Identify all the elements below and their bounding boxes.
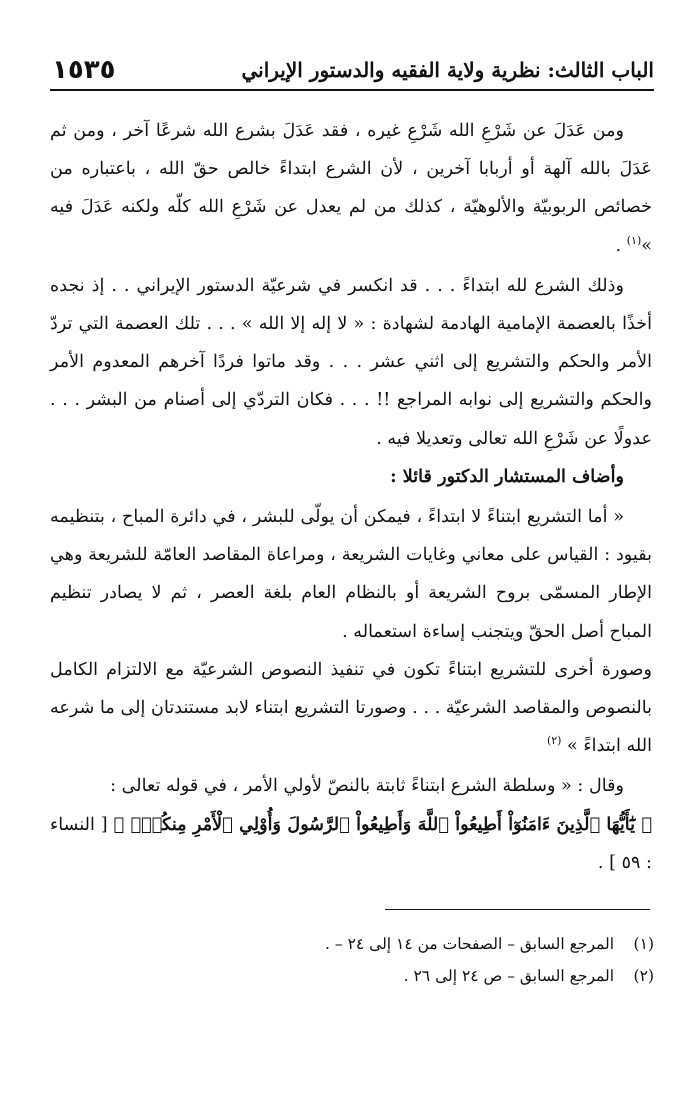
paragraph-1 [50, 112, 652, 265]
page-header [52, 52, 654, 88]
footnote-text: المرجع السابق – ص ٢٤ إلى ٢٦ . [403, 967, 614, 985]
section-heading: وأضاف المستشار الدكتور قائلا : [390, 465, 624, 487]
footnotes [50, 928, 654, 992]
paragraph-1-text: ومن عَدَلَ عن شَرْعِ الله شَرْعِ غيره ، فقد عَدَلَ بشرع الله شرعًا آخر ، ومن ثم عَدَلَ بالله آلهة أو أربابا آخرين ، لأن الشرع ابتداءً خالص حقّ الله ، باعتباره من خصائص الربوبيّة والألوهيّة ، كذلك من لم يعدل عن شَرْعِ الله كلّه ولكنه عَدَلَ فيه » [50, 121, 652, 256]
paragraph-4 [50, 651, 652, 766]
header-rule [50, 89, 654, 91]
running-title: الباب الثالث: نظرية ولاية الفقيه والدستور الإيراني [241, 58, 654, 82]
footnote-2 [50, 960, 654, 992]
verse-reference: [ النساء : ٥٩ ] . [50, 814, 652, 873]
body-text [50, 112, 652, 882]
paragraph-3: « أما التشريع ابتناءً لا ابتداءً ، فيمكن أن يولّى للبشر ، في دائرة المباح ، بتنظيمه بقيود : القياس على معاني وغايات الشريعة ، ومراعاة المقاصد العامّة للشريعة وهي الإطار المسمّى بروح الشريعة أو بالنظام العام بلغة العصر ، ثم لا يصادر تنظيم المباح أصل الحقّ ويتجنب إساءة استعماله . [50, 507, 652, 642]
footnote-ref-1: (١) [626, 233, 642, 247]
paragraph-5: وقال : « وسلطة الشرع ابتناءً ثابتة بالنصّ لأولي الأمر ، في قوله تعالى : [110, 776, 624, 797]
paragraph-1-end: . [615, 235, 627, 256]
paragraph-2: وذلك الشرع لله ابتداءً . . . قد انكسر في شرعيّة الدستور الإيراني . . إذ نجده أخذًا بالعصمة الإمامية الهادمة لشهادة : « لا إله إلا الله » . . . تلك العصمة التي تردّ الأمر والحكم والتشريع إلى اثني عشر . . . وقد ماتوا فردًا آخرهم المعدوم الأمر والحكم والتشريع إلى نوابه المراجع !! . . . فكان التردّي إلى أصنام من البشر . . . عدولًا عن شَرْعِ الله تعالى وتعديلا فيه . [50, 275, 652, 449]
paragraph-4-text: وصورة أخرى للتشريع ابتناءً تكون في تنفيذ النصوص الشرعيّة مع الالتزام الكامل بالنصوص والمقاصد الشرعيّة . . . وصورتا التشريع ابتناء لابد مستندتان إلى ما شرعه الله ابتداءً » [50, 659, 652, 757]
page-number: ١٥٣٥ [52, 55, 116, 85]
footnote-number: (٢) [633, 967, 654, 985]
footnote-number: (١) [633, 935, 654, 953]
quran-verse: ﴿ يَٰٓأَيُّهَا ٱلَّذِينَ ءَامَنُوٓاْ أَطِيعُواْ ٱللَّهَ وَأَطِيعُواْ ٱلرَّسُولَ وَأُوْلِي ٱلْأَمْرِ مِنكُمْۖ ﴾ [113, 813, 652, 835]
footnote-1 [50, 928, 654, 960]
footnote-ref-2: (٢) [546, 734, 562, 748]
footnote-separator [385, 909, 650, 910]
quran-verse-line [50, 806, 652, 882]
footnote-text: المرجع السابق – الصفحات من ١٤ إلى ٢٤ – . [325, 935, 614, 953]
